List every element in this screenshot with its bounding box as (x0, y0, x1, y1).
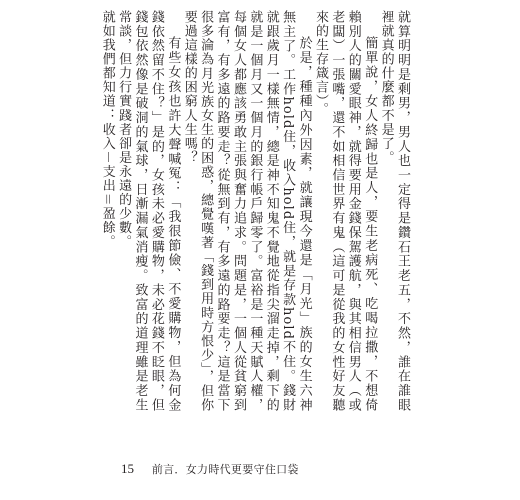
paragraph-5: 就如我們都知道：收入－支出＝盈餘。 (99, 10, 115, 249)
paragraph-1: 就算明明是剩男，男人也一定得是鑽石王老五，不然，誰在誰眼裡就真的什麼都不是了。 (378, 10, 410, 412)
page-number: 15 (121, 461, 134, 476)
page-footer (121, 462, 299, 477)
running-head: 前言．女力時代更要守住口袋 (151, 463, 299, 476)
paragraph-2: 簡單說，女人終歸也是人，要生老病死、吃喝拉撒，不想倚賴別人的關愛眼神，就得要用金錢保駕護航，與其相信男人（或老闆）一張嘴，還不如相信世界有鬼（這可是從我的女性好友聽來的生存箴言）。 (312, 10, 378, 412)
vertical-body-text (99, 10, 410, 412)
paragraph-4: 有些女孩也許大聲喊冤：「我很節儉、不愛購物，但為何金錢依然留不住？」是的，女孩未必愛購物，未必花錢不眨眼，但錢包依然像是破洞的氣球，日漸漏氣消瘦。致富的道理雖是老生常談，但力行實踐者卻是永遠的少數。 (116, 10, 181, 412)
paragraph-3: 於是，種種內外因素，就讓現今還是「月光」族的女生六神無主了。工作hold住，收入hold住，就是存款hold不住。錢財就跟歲月一樣無情，總是神不知鬼不覺地從指尖溜走掉，剩下的就是一個月又一個月的銀行帳戶歸零了。富裕是一種天賦人權，每個女人都應該勇敢主張與奮力追求。問題是，一個人從貧窮到富有，有多遠的路要走？從無到有，有多遠的路要走？這是當下很多淪為月光族女生的困惑，總覺嘆著「錢到用時方恨少」，但你要過這樣的困窮人生嗎？ (181, 10, 312, 412)
